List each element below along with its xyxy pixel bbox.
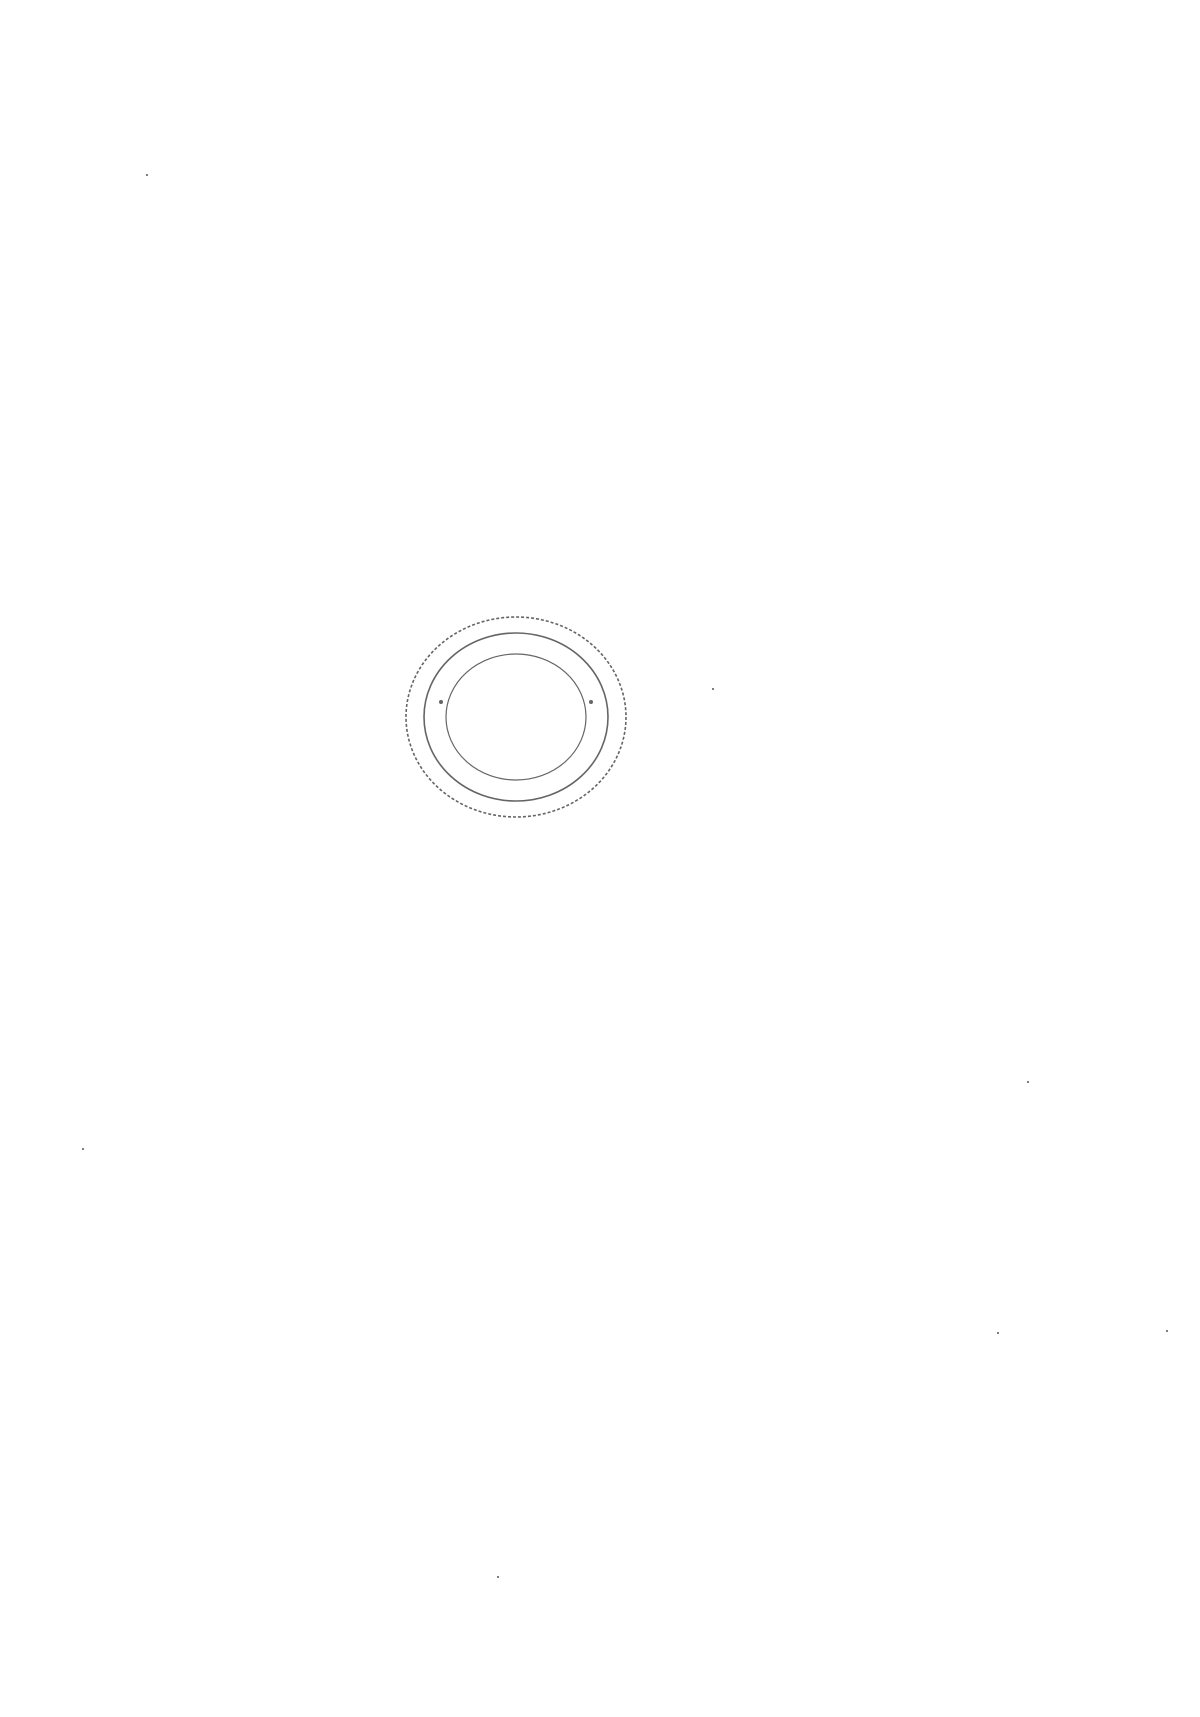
scan-speck <box>997 1332 999 1334</box>
scan-speck <box>82 1148 84 1150</box>
scan-speck <box>146 174 148 176</box>
scan-speck <box>497 1576 499 1578</box>
scan-speck <box>1166 1330 1168 1332</box>
seal-rings <box>403 614 629 820</box>
official-seal <box>403 614 629 820</box>
scan-speck <box>1027 1081 1029 1083</box>
scan-speck <box>712 688 714 690</box>
